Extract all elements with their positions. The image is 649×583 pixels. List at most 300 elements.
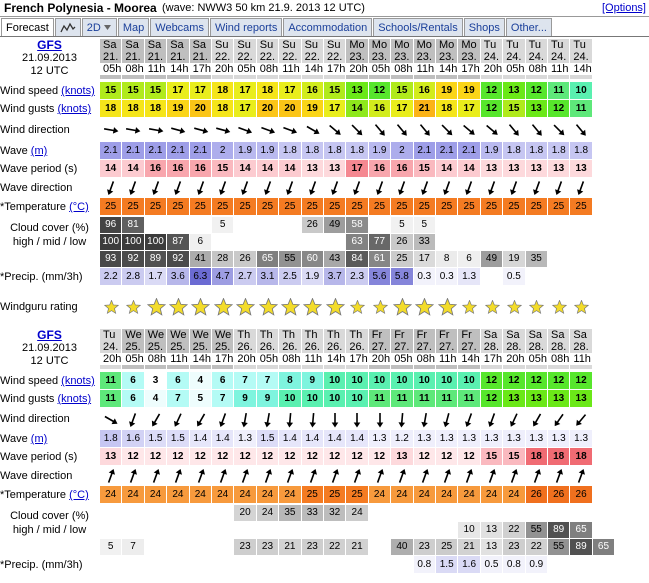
wave-direction-arrow-icon [325,468,345,484]
temperature-cell: 25 [302,198,323,215]
cloud-mid-cell: 65 [570,522,591,538]
cloud-high-cell [548,217,569,233]
cloud-high-cell [414,505,435,521]
wave-period-cell: 13 [526,160,547,177]
wave-direction-label: Wave direction [0,182,73,194]
date-label: 22. [304,51,320,63]
knots-unit-link[interactable]: (knots) [61,85,95,97]
wave-period-cell: 18 [570,448,591,465]
wind-gusts-cell: 17 [234,100,255,117]
precip-label: *Precip. (mm/3h) [0,271,83,283]
wave-period-cell: 13 [503,160,524,177]
date-label: 21. [192,51,208,63]
wave-height-cell: 1.8 [324,142,345,159]
precip-cell [302,556,323,573]
date-label: 24. [103,341,119,353]
wind-gusts-cell: 9 [234,390,255,407]
hour-label: 08h [279,353,300,365]
precip-cell: 0.5 [503,268,524,285]
cloud-low-cell: 6 [458,251,479,267]
cloud-mid-cell [302,234,323,250]
hour-label: 14h [190,353,211,365]
tab-webcams[interactable] [150,18,209,36]
cloud-high-cell [145,505,166,521]
wind-speed-row-label [0,372,99,390]
hour-label: 17h [346,353,367,365]
wave-period-cell: 12 [257,448,278,465]
day-label: We [170,329,187,341]
wind-direction-arrow-icon [101,412,121,428]
hour-label: 08h [391,63,412,75]
run-date: 21.09.2013 [21,52,78,64]
temperature-label: *Temperature [0,201,67,213]
wind-speed-cell: 12 [570,372,591,389]
wave-period-cell: 14 [122,160,143,177]
temperature-cell: 24 [212,486,233,503]
wave-height-cell: 1.5 [145,430,166,447]
date-label: 22. [215,51,231,63]
hour-label: 17h [458,63,479,75]
cloud-cover-row-label [0,221,99,261]
precip-cell [548,268,569,285]
wind-gusts-cell: 12 [481,390,502,407]
date-label: 26. [327,341,343,353]
wind-gusts-cell: 13 [548,390,569,407]
celsius-unit-link[interactable]: (°C) [69,201,89,213]
wave-height-cell: 1.6 [122,430,143,447]
temperature-cell: 25 [414,198,435,215]
forecast-table-1 [0,37,649,327]
day-label: Su [215,39,229,51]
hour-label: 05h [100,63,121,75]
options-link[interactable]: [Options] [601,2,646,14]
model-link[interactable]: GFS [37,38,62,52]
wave-direction-arrow-icon [213,180,233,196]
precip-cell [167,556,188,573]
wind-gusts-cell: 13 [503,390,524,407]
wind-direction-arrow-icon [527,122,547,138]
wave-direction-arrow-icon [571,180,591,196]
precip-cell: 2.5 [279,268,300,285]
cloud-low-cell: 25 [391,251,412,267]
tab-other[interactable] [506,18,552,36]
wave-period-cell: 18 [526,448,547,465]
wind-gusts-cell: 11 [436,390,457,407]
temperature-cell: 25 [145,198,166,215]
precip-cell: 2.2 [100,268,121,285]
wind-gusts-cell: 17 [458,100,479,117]
knots-unit-link[interactable]: (knots) [57,103,92,115]
wave-direction-arrow-icon [370,180,390,196]
hour-label: 17h [324,63,345,75]
wind-gusts-cell: 12 [481,100,502,117]
wave-period-cell: 15 [503,448,524,465]
date-label: 24. [573,51,589,63]
wave-height-cell: 1.9 [257,142,278,159]
temperature-cell: 24 [391,486,412,503]
line-chart-icon [60,22,76,34]
forecast-time-header [346,39,368,79]
rating-star-icon [552,300,567,315]
cloud-high-cell [503,505,524,521]
date-label: 22. [327,51,343,63]
tab-label: Wind reports [214,21,278,34]
wind-gusts-cell: 15 [503,100,524,117]
cloud-low-cell: 22 [526,539,547,555]
wave-period-cell: 12 [458,448,479,465]
cloud-high-cell [391,505,412,521]
wave-period-cell: 14 [436,160,457,177]
tab-schools-rentals[interactable] [373,18,463,36]
cloud-low-cell: 92 [167,251,188,267]
cloud-mid-cell [481,234,502,250]
day-label: Su [237,39,251,51]
rating-star-icon [259,298,278,317]
wave-direction-arrow-icon [527,180,547,196]
day-label: Th [259,329,273,341]
wave-period-cell: 13 [548,160,569,177]
temperature-cell: 25 [257,198,278,215]
run-time: 12 UTC [30,65,69,77]
cloud-mid-cell: 100 [145,234,166,250]
temperature-cell: 25 [526,198,547,215]
wind-direction-arrow-icon [437,412,457,428]
wind-gusts-cell: 13 [526,390,547,407]
precip-cell [391,556,412,573]
wave-height-cell: 1.3 [526,430,547,447]
cloud-high-cell [526,217,547,233]
wave-period-cell: 16 [145,160,166,177]
tab-map[interactable] [118,18,149,36]
wave-direction-arrow-icon [146,468,166,484]
wind-gusts-cell: 18 [436,100,457,117]
meters-unit-link[interactable]: (m) [30,433,48,445]
hour-label: 08h [548,353,569,365]
hour-label: 08h [257,63,278,75]
precip-cell [570,556,591,573]
rating-star-icon [303,298,322,317]
hour-label: 05h [526,353,547,365]
cloud-mid-cell [167,522,188,538]
wave-height-cell: 1.8 [302,142,323,159]
rating-star-icon [326,298,345,317]
cloud-mid-cell: 22 [503,522,524,538]
day-label: Sa [125,39,139,51]
rating-star-icon [415,298,434,317]
wind-direction-arrow-icon [527,412,547,428]
cloud-mid-cell [458,234,479,250]
hour-label: 14h [458,353,479,365]
date-label: 21. [170,51,186,63]
wave-direction-arrow-icon [123,468,143,484]
cloud-mid-cell [346,522,367,538]
cloud-low-cell [369,539,390,555]
wind-direction-arrow-icon [459,122,479,138]
rating-star-icon [147,298,166,317]
forecast-time-header [391,39,413,79]
cloud-mid-cell: 63 [346,234,367,250]
temperature-cell: 26 [570,486,591,503]
wind-direction-arrow-icon [146,412,166,428]
hour-label: 05h [234,63,255,75]
wave-height-cell: 1.3 [503,430,524,447]
wave-period-cell: 13 [324,160,345,177]
day-label: Tu [551,39,564,51]
date-label: 26. [237,341,253,353]
forecast-time-header [570,39,592,79]
wind-speed-cell: 11 [100,372,121,389]
wind-speed-label: Wind speed [0,85,59,97]
wave-period-cell: 12 [302,448,323,465]
wind-gusts-cell: 9 [257,390,278,407]
cloud-low-cell [167,539,188,555]
tab-label: Other... [510,21,547,34]
precip-cell: 5.8 [391,268,412,285]
rating-star-icon [126,300,141,315]
wind-direction-arrow-icon [504,412,524,428]
wave-direction-arrow-icon [527,468,547,484]
meters-unit-link[interactable]: (m) [30,145,48,157]
cloud-mid-cell [257,522,278,538]
cloud-high-cell [369,505,390,521]
cloud-mid-cell [570,234,591,250]
wind-speed-cell: 15 [145,82,166,99]
wind-gusts-cell: 6 [122,390,143,407]
wind-gusts-cell: 10 [346,390,367,407]
hour-label: 11h [302,353,323,365]
wind-direction-arrow-icon [571,122,591,138]
date-label: 21. [103,51,119,63]
wind-gusts-cell: 20 [190,100,211,117]
wind-speed-cell: 12 [369,82,390,99]
date-label: 26. [304,341,320,353]
precip-cell [212,556,233,573]
cloud-high-cell [212,505,233,521]
precip-cell [100,556,121,573]
temperature-cell: 25 [481,198,502,215]
wave-height-cell: 2.1 [100,142,121,159]
date-label: 23. [416,51,432,63]
wave-direction-arrow-icon [303,180,323,196]
wind-direction-arrow-icon [168,122,188,138]
forecast-time-header [100,329,122,369]
wind-speed-cell: 10 [391,372,412,389]
forecast-time-header [145,39,167,79]
precip-cell: 0.8 [414,556,435,573]
forecast-time-header [122,329,144,369]
temperature-cell: 26 [548,486,569,503]
cloud-low-cell: 35 [526,251,547,267]
day-label: Fr [439,329,450,341]
day-label: We [215,329,232,341]
cloud-high-cell [570,505,591,521]
cloud-low-cell: 40 [391,539,412,555]
wave-height-cell: 1.5 [257,430,278,447]
cloud-mid-cell [436,234,457,250]
wave-direction-arrow-icon [347,468,367,484]
rating-star-icon [462,300,477,315]
wave-period-cell: 16 [391,160,412,177]
wind-direction-arrow-icon [101,122,121,138]
day-label: Su [304,39,319,51]
wave-height-cell: 1.3 [570,430,591,447]
precip-cell: 0.8 [503,556,524,573]
forecast-time-header [526,329,548,369]
rating-star-icon [529,300,544,315]
date-label: 24. [506,51,522,63]
wave-height-cell: 1.4 [302,430,323,447]
temperature-cell: 25 [100,198,121,215]
day-label: Tu [528,39,542,51]
hour-label: 08h [526,63,547,75]
wind-direction-arrow-icon [235,412,255,428]
day-label: Th [282,329,296,341]
wave-height-cell: 2.1 [436,142,457,159]
wind-speed-cell: 6 [122,372,143,389]
temperature-cell: 24 [190,486,211,503]
hour-label: 05h [391,353,412,365]
knots-unit-link[interactable]: (knots) [57,393,92,405]
wind-gusts-cell: 20 [279,100,300,117]
temperature-cell: 24 [369,486,390,503]
wave-direction-arrow-icon [504,180,524,196]
wave-direction-arrow-icon [459,468,479,484]
forecast-time-header [436,39,458,79]
temperature-cell: 24 [436,486,457,503]
wind-speed-cell: 7 [234,372,255,389]
cloud-mid-cell [279,234,300,250]
model-link[interactable]: GFS [37,328,62,342]
wave-period-label: Wave period (s) [0,451,78,463]
wave-height-cell: 1.9 [481,142,502,159]
wind-speed-cell: 12 [481,372,502,389]
cloud-high-cell: 35 [279,505,300,521]
date-label: 23. [371,51,388,63]
cloud-mid-cell: 6 [190,234,211,250]
cloud-mid-cell [414,522,435,538]
forecast-time-header [302,39,324,79]
wind-gusts-cell: 18 [100,100,121,117]
wave-period-cell: 12 [369,448,390,465]
cloud-layers-label: high / mid / low [12,236,87,248]
date-label: 28. [551,341,567,353]
wind-gusts-cell: 21 [414,100,435,117]
wave-height-cell: 1.3 [548,430,569,447]
wind-direction-arrow-icon [235,122,255,138]
cloud-low-cell: 65 [593,539,614,555]
date-label: 24. [551,51,567,63]
tab-shops[interactable] [464,18,505,36]
wave-direction-arrow-icon [549,468,569,484]
cloud-low-cell: 21 [346,539,367,555]
forecast-time-header [190,329,212,369]
forecast-time-header [526,39,548,79]
forecast-time-header [548,329,570,369]
cloud-low-cell: 23 [414,539,435,555]
cloud-low-cell: 43 [324,251,345,267]
wave-direction-arrow-icon [168,468,188,484]
wind-speed-cell: 19 [458,82,479,99]
cloud-low-cell [145,539,166,555]
hour-label: 08h [145,353,166,365]
cloud-high-cell [503,217,524,233]
tab-bar [0,18,649,37]
date-label: 24. [528,51,544,63]
precip-row-label [0,556,99,574]
tab-2d[interactable] [82,18,117,36]
wind-direction-arrow-icon [280,412,300,428]
wave-direction-arrow-icon [415,180,435,196]
cloud-high-cell: 26 [302,217,323,233]
cloud-mid-cell [257,234,278,250]
hour-label: 14h [324,353,345,365]
precip-cell: 0.5 [481,556,502,573]
temperature-cell: 24 [145,486,166,503]
wind-speed-cell: 15 [324,82,345,99]
wind-speed-cell: 12 [526,372,547,389]
forecast-time-header [503,39,525,79]
wind-gusts-cell: 11 [414,390,435,407]
precip-cell [346,556,367,573]
wave-period-cell: 14 [458,160,479,177]
hour-label: 11h [145,63,166,75]
wind-speed-cell: 17 [234,82,255,99]
tab-wind-reports[interactable] [210,18,282,36]
knots-unit-link[interactable]: (knots) [61,375,95,387]
wind-speed-cell: 6 [167,372,188,389]
precip-cell: 1.7 [145,268,166,285]
rating-star-icon [350,300,365,315]
wave-height-cell: 1.4 [346,430,367,447]
wind-direction-arrow-icon [459,412,479,428]
wave-direction-arrow-icon [325,180,345,196]
precip-cell: 3.6 [167,268,188,285]
hour-label: 05h [122,353,143,365]
cloud-high-cell: 5 [414,217,435,233]
wind-gusts-cell: 13 [526,100,547,117]
forecast-time-header [481,329,503,369]
wave-direction-label: Wave direction [0,470,73,482]
celsius-unit-link[interactable]: (°C) [69,489,89,501]
temperature-cell: 26 [526,486,547,503]
temperature-cell: 25 [324,198,345,215]
temperature-cell: 25 [122,198,143,215]
temperature-cell: 25 [548,198,569,215]
tab-forecast[interactable] [1,18,54,36]
temperature-cell: 24 [481,486,502,503]
cloud-high-cell: 24 [257,505,278,521]
tab-graph[interactable] [55,18,81,36]
wave-height-cell: 1.8 [279,142,300,159]
day-label: Sa [192,39,207,51]
day-label: Su [327,39,341,51]
tab-label: Forecast [6,21,49,34]
temperature-cell: 25 [167,198,188,215]
precip-cell [145,556,166,573]
cloud-low-cell: 17 [414,251,435,267]
wind-gusts-cell: 11 [100,390,121,407]
wind-direction-arrow-icon [549,122,569,138]
date-label: 23. [394,51,410,63]
tab-accommodation[interactable] [283,18,372,36]
cloud-low-cell: 84 [346,251,367,267]
wave-direction-row-label [0,466,99,486]
precip-row-label [0,268,99,286]
wind-gusts-cell: 19 [302,100,323,117]
tab-label: Map [122,21,145,34]
date-label: 27. [416,341,432,353]
cloud-high-cell: 24 [346,505,367,521]
